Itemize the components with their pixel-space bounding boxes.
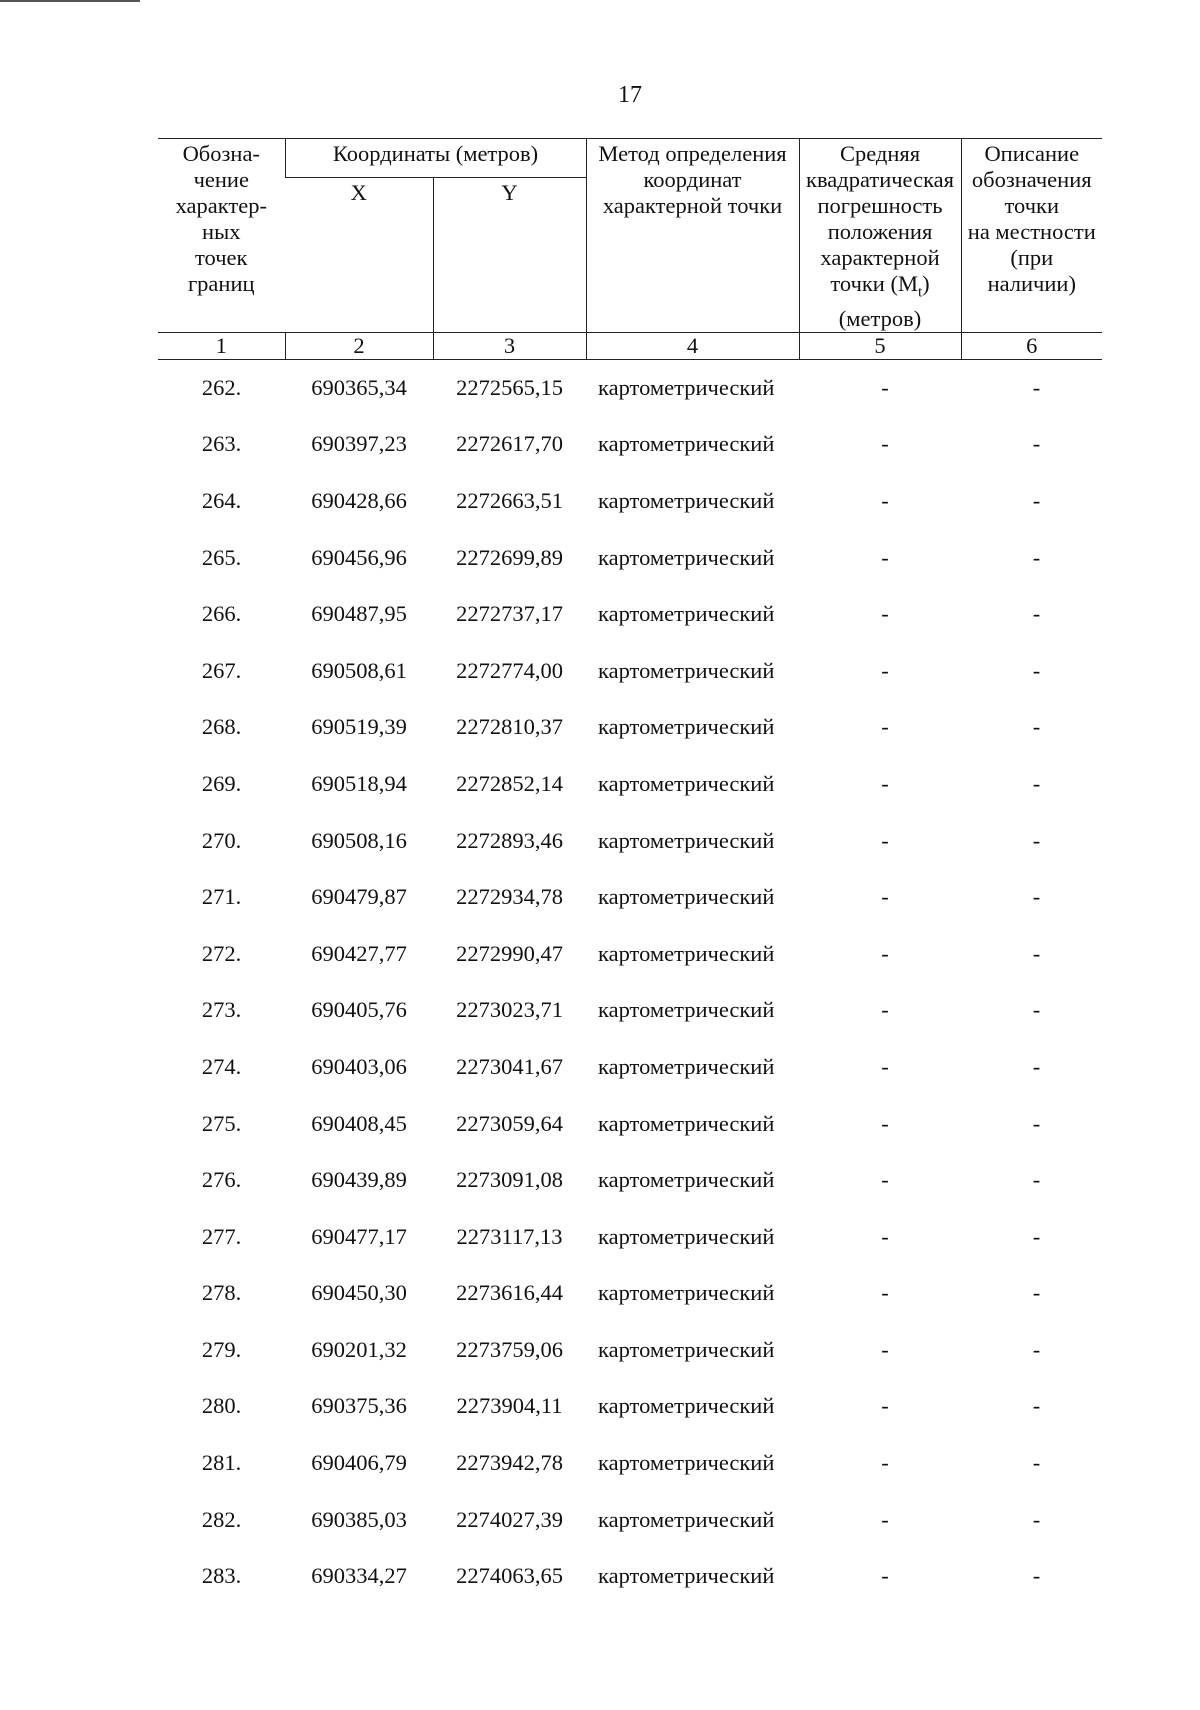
method-cell: картометрический: [598, 1110, 775, 1136]
description-cell: -: [1032, 1393, 1041, 1419]
method-cell: картометрический: [598, 940, 775, 966]
description-cell: -: [1032, 1506, 1041, 1532]
coord-y-cell: 2273041,67: [456, 1053, 563, 1079]
mean-error-cell: -: [881, 884, 889, 910]
method-cell: картометрический: [598, 431, 775, 457]
coord-y-cell: 2272852,14: [456, 770, 563, 796]
coord-x-cell: 690201,32: [311, 1336, 407, 1362]
header-num-6: 6: [961, 332, 1102, 359]
point-id-cell: 277.: [201, 1223, 242, 1249]
coord-x-cell: 690450,30: [311, 1280, 407, 1306]
point-id-cell: 274.: [201, 1053, 242, 1079]
header-mean-error-subscript: t: [917, 284, 923, 301]
coord-x-cell: 690479,87: [311, 884, 407, 910]
description-cell: -: [1032, 1336, 1041, 1362]
header-mean-error: [799, 139, 961, 333]
point-id-cell: 269.: [201, 770, 242, 796]
mean-error-cell: -: [881, 1280, 889, 1306]
coord-x-cell: 690428,66: [311, 487, 407, 513]
point-id-cell: 270.: [201, 827, 242, 853]
coord-y-cell: 2273091,08: [456, 1167, 563, 1193]
method-cell: картометрический: [598, 1053, 775, 1079]
method-cell: картометрический: [598, 374, 775, 400]
description-cell: -: [1032, 827, 1041, 853]
point-id-cell: 275.: [201, 1110, 242, 1136]
description-cell: -: [1032, 601, 1041, 627]
description-cell: -: [1032, 487, 1041, 513]
coord-y-cell: 2272663,51: [456, 487, 563, 513]
method-cell: картометрический: [598, 997, 775, 1023]
mean-error-cell: -: [881, 1506, 889, 1532]
method-cell: картометрический: [598, 601, 775, 627]
description-cell: -: [1032, 884, 1041, 910]
mean-error-cell: -: [881, 431, 889, 457]
description-cell: -: [1032, 1223, 1041, 1249]
coord-x-cell: 690508,61: [311, 657, 407, 683]
coord-x-cell: 690406,79: [311, 1450, 407, 1476]
table-row: [158, 1491, 1102, 1548]
scan-artifact-line: [0, 0, 140, 2]
coord-x-cell: 690385,03: [311, 1506, 407, 1532]
coord-x-cell: 690375,36: [311, 1393, 407, 1419]
coord-y-cell: 2273904,11: [456, 1393, 563, 1419]
coord-x-cell: 690519,39: [311, 714, 407, 740]
point-id-cell: 267.: [201, 657, 242, 683]
coord-y-cell: 2272774,00: [456, 657, 563, 683]
coord-x-cell: 690405,76: [311, 997, 407, 1023]
mean-error-cell: -: [881, 487, 889, 513]
table-row: [158, 529, 1102, 586]
header-num-4: 4: [586, 332, 799, 359]
header-method: [586, 139, 799, 333]
header-num-1: 1: [158, 332, 285, 359]
table-row: [158, 473, 1102, 530]
header-point-designation: [158, 139, 285, 333]
mean-error-cell: -: [881, 1450, 889, 1476]
table-row: [158, 1265, 1102, 1322]
point-id-cell: 273.: [201, 997, 242, 1023]
coord-y-cell: 2273117,13: [456, 1223, 563, 1249]
mean-error-cell: -: [881, 827, 889, 853]
coord-x-cell: 690477,17: [311, 1223, 407, 1249]
header-description: [961, 139, 1102, 333]
table-row: [158, 642, 1102, 699]
description-cell: -: [1032, 1280, 1041, 1306]
coord-y-cell: 2272810,37: [456, 714, 563, 740]
table-row: [158, 982, 1102, 1039]
coord-y-cell: 2272565,15: [456, 374, 563, 400]
header-num-5: 5: [799, 332, 961, 359]
table-body: [158, 359, 1102, 1605]
method-cell: картометрический: [598, 827, 775, 853]
point-id-cell: 276.: [201, 1167, 242, 1193]
table-row: [158, 925, 1102, 982]
point-id-cell: 278.: [201, 1280, 242, 1306]
coord-x-cell: 690439,89: [311, 1167, 407, 1193]
description-cell: -: [1032, 657, 1041, 683]
mean-error-cell: -: [881, 1223, 889, 1249]
description-cell: -: [1032, 1450, 1041, 1476]
coord-x-cell: 690403,06: [311, 1053, 407, 1079]
description-cell: -: [1032, 940, 1041, 966]
method-cell: картометрический: [598, 1280, 775, 1306]
coord-x-cell: 690487,95: [311, 601, 407, 627]
point-id-cell: 266.: [201, 601, 242, 627]
coord-y-cell: 2274027,39: [456, 1506, 563, 1532]
header-mean-error-text: Средняя квадратическая погрешность положения характерной точки (M: [806, 141, 955, 296]
coord-y-cell: 2273942,78: [456, 1450, 563, 1476]
header-point-designation-text: Обозна- чение характер- ных точек границ: [175, 141, 267, 296]
header-method-text: Метод определения координат характерной точки: [598, 141, 787, 218]
table-row: [158, 699, 1102, 756]
header-x: X: [350, 179, 367, 205]
method-cell: картометрический: [598, 714, 775, 740]
table-row: [158, 756, 1102, 813]
description-cell: -: [1032, 374, 1041, 400]
method-cell: картометрический: [598, 884, 775, 910]
point-id-cell: 268.: [201, 714, 242, 740]
coord-y-cell: 2272893,46: [456, 827, 563, 853]
method-cell: картометрический: [598, 657, 775, 683]
description-cell: -: [1032, 1053, 1041, 1079]
method-cell: картометрический: [598, 1506, 775, 1532]
table-row: [158, 1435, 1102, 1492]
mean-error-cell: -: [881, 1167, 889, 1193]
header-num-3: 3: [433, 332, 586, 359]
coordinates-table: [158, 138, 1102, 1605]
mean-error-cell: -: [881, 544, 889, 570]
page-number: 17: [618, 82, 642, 108]
table-row: [158, 1095, 1102, 1152]
coord-y-cell: 2273616,44: [456, 1280, 563, 1306]
coord-y-cell: 2273023,71: [456, 997, 563, 1023]
mean-error-cell: -: [881, 997, 889, 1023]
coord-x-cell: 690518,94: [311, 770, 407, 796]
description-cell: -: [1032, 997, 1041, 1023]
mean-error-cell: -: [881, 940, 889, 966]
table-header: [158, 139, 1102, 360]
table-row: [158, 812, 1102, 869]
point-id-cell: 262.: [201, 374, 242, 400]
mean-error-cell: -: [881, 770, 889, 796]
description-cell: -: [1032, 1110, 1041, 1136]
mean-error-cell: -: [881, 374, 889, 400]
coord-y-cell: 2274063,65: [456, 1563, 563, 1589]
mean-error-cell: -: [881, 1336, 889, 1362]
coord-x-cell: 690365,34: [311, 374, 407, 400]
point-id-cell: 281.: [201, 1450, 242, 1476]
description-cell: -: [1032, 770, 1041, 796]
method-cell: картометрический: [598, 544, 775, 570]
table-row: [158, 1378, 1102, 1435]
method-cell: картометрический: [598, 1450, 775, 1476]
coord-y-cell: 2272699,89: [456, 544, 563, 570]
coord-y-cell: 2273759,06: [456, 1336, 563, 1362]
mean-error-cell: -: [881, 1053, 889, 1079]
mean-error-cell: -: [881, 1563, 889, 1589]
method-cell: картометрический: [598, 1393, 775, 1419]
method-cell: картометрический: [598, 1167, 775, 1193]
table-row: [158, 1152, 1102, 1209]
point-id-cell: 282.: [201, 1506, 242, 1532]
point-id-cell: 279.: [201, 1336, 242, 1362]
description-cell: -: [1032, 1563, 1041, 1589]
table-row: [158, 359, 1102, 416]
coord-y-cell: 2272617,70: [456, 431, 563, 457]
method-cell: картометрический: [598, 1336, 775, 1362]
table-row: [158, 1322, 1102, 1379]
mean-error-cell: -: [881, 657, 889, 683]
header-y: Y: [433, 177, 586, 332]
coord-y-cell: 2272737,17: [456, 601, 563, 627]
point-id-cell: 283.: [201, 1563, 242, 1589]
point-id-cell: 280.: [201, 1393, 242, 1419]
table-row: [158, 416, 1102, 473]
coord-x-cell: 690408,45: [311, 1110, 407, 1136]
description-cell: -: [1032, 714, 1041, 740]
header-num-2: 2: [285, 332, 433, 359]
description-cell: -: [1032, 431, 1041, 457]
mean-error-cell: -: [881, 1110, 889, 1136]
table-row: [158, 869, 1102, 926]
description-cell: -: [1032, 544, 1041, 570]
header-description-text: Описание обозначения точки на местности (при наличии): [967, 141, 1096, 296]
table-row: [158, 1039, 1102, 1096]
point-id-cell: 264.: [201, 487, 242, 513]
table-row: [158, 1208, 1102, 1265]
point-id-cell: 263.: [201, 431, 242, 457]
description-cell: -: [1032, 1167, 1041, 1193]
coord-y-cell: 2273059,64: [456, 1110, 563, 1136]
method-cell: картометрический: [598, 487, 775, 513]
coord-x-cell: 690456,96: [311, 544, 407, 570]
mean-error-cell: -: [881, 1393, 889, 1419]
method-cell: картометрический: [598, 1563, 775, 1589]
point-id-cell: 265.: [201, 544, 242, 570]
mean-error-cell: -: [881, 601, 889, 627]
header-coordinates-group: Координаты (метров): [285, 139, 586, 178]
coord-y-cell: 2272990,47: [456, 940, 563, 966]
mean-error-cell: -: [881, 714, 889, 740]
coord-y-cell: 2272934,78: [456, 884, 563, 910]
method-cell: картометрический: [598, 1223, 775, 1249]
table-row: [158, 586, 1102, 643]
coord-x-cell: 690334,27: [311, 1563, 407, 1589]
coord-x-cell: 690397,23: [311, 431, 407, 457]
point-id-cell: 271.: [201, 884, 242, 910]
method-cell: картометрический: [598, 770, 775, 796]
coord-x-cell: 690427,77: [311, 940, 407, 966]
point-id-cell: 272.: [201, 940, 242, 966]
header-mean-error-units: ) (метров): [838, 271, 930, 331]
coord-x-cell: 690508,16: [311, 827, 407, 853]
table-row: [158, 1548, 1102, 1605]
